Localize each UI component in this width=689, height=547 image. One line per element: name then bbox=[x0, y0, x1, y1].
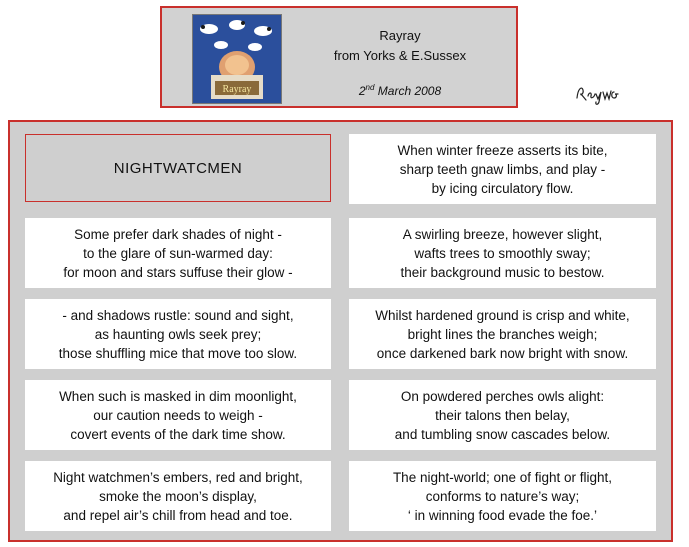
logo-text: Rayray bbox=[222, 84, 252, 95]
stanza-left-3 bbox=[25, 380, 331, 450]
date-rest: March 2008 bbox=[374, 84, 442, 98]
stanza-line: their talons then belay, bbox=[435, 407, 570, 423]
stanza-line: their background music to bestow. bbox=[400, 264, 605, 280]
stanza-right-3 bbox=[349, 299, 656, 369]
stanza-line: and tumbling snow cascades below. bbox=[394, 426, 611, 442]
stanza-line: Some prefer dark shades of night - bbox=[74, 226, 282, 242]
logo-illustration bbox=[193, 15, 281, 103]
stanza-right-4 bbox=[349, 380, 656, 450]
stanza-line: bright lines the branches weigh; bbox=[407, 326, 598, 342]
stanza-right-1 bbox=[349, 134, 656, 204]
stanza-line: to the glare of sun-warmed day: bbox=[83, 245, 273, 261]
handwritten-signature bbox=[574, 80, 624, 106]
stanza-line: our caution needs to weigh - bbox=[93, 407, 263, 423]
author-name: Rayray bbox=[379, 28, 421, 43]
stanza-line: as haunting owls seek prey; bbox=[94, 326, 262, 342]
stanza-right-5 bbox=[349, 461, 656, 531]
stanza-left-1 bbox=[25, 218, 331, 288]
stanza-line: once darkened bark now bright with snow. bbox=[376, 345, 629, 361]
poem-frame bbox=[8, 120, 673, 542]
stanza-line: wafts trees to smoothly sway; bbox=[414, 245, 591, 261]
stanza-line: Whilst hardened ground is crisp and white, bbox=[375, 307, 630, 323]
stanza-line: those shuffling mice that move too slow. bbox=[58, 345, 298, 361]
poem-title: NIGHTWATCMEN bbox=[113, 159, 243, 177]
date-day: 2 bbox=[358, 84, 366, 98]
stanza-left-4 bbox=[25, 461, 331, 531]
stanza-line: smoke the moon’s display, bbox=[99, 488, 257, 504]
stanza-line: - and shadows rustle: sound and sight, bbox=[62, 307, 294, 323]
stanza-line: and repel air’s chill from head and toe. bbox=[63, 507, 293, 523]
stanza-line: Night watchmen’s embers, red and bright, bbox=[53, 469, 303, 485]
header-panel bbox=[160, 6, 518, 108]
stanza-right-2 bbox=[349, 218, 656, 288]
stanza-line: conforms to nature’s way; bbox=[425, 488, 580, 504]
stanza-line: A swirling breeze, however slight, bbox=[402, 226, 603, 242]
stanza-left-2 bbox=[25, 299, 331, 369]
poem-title-box bbox=[25, 134, 331, 202]
stanza-line: When winter freeze asserts its bite, bbox=[397, 142, 608, 158]
header-text bbox=[290, 26, 510, 101]
stanza-line: When such is masked in dim moonlight, bbox=[59, 388, 297, 404]
stanza-line: sharp teeth gnaw limbs, and play - bbox=[399, 161, 606, 177]
stanza-line: covert events of the dark time show. bbox=[70, 426, 286, 442]
stanza-line: On powdered perches owls alight: bbox=[400, 388, 605, 404]
date-suffix: nd bbox=[365, 83, 375, 92]
rayray-logo-image bbox=[192, 14, 282, 104]
stanza-line: ‘ in winning food evade the foe.’ bbox=[407, 507, 598, 523]
stanza-line: for moon and stars suffuse their glow - bbox=[63, 264, 293, 280]
stanza-line: The night-world; one of fight or flight, bbox=[392, 469, 613, 485]
author-location: from Yorks & E.Sussex bbox=[333, 48, 467, 63]
poem-date bbox=[290, 78, 510, 101]
stanza-line: by icing circulatory flow. bbox=[431, 180, 574, 196]
